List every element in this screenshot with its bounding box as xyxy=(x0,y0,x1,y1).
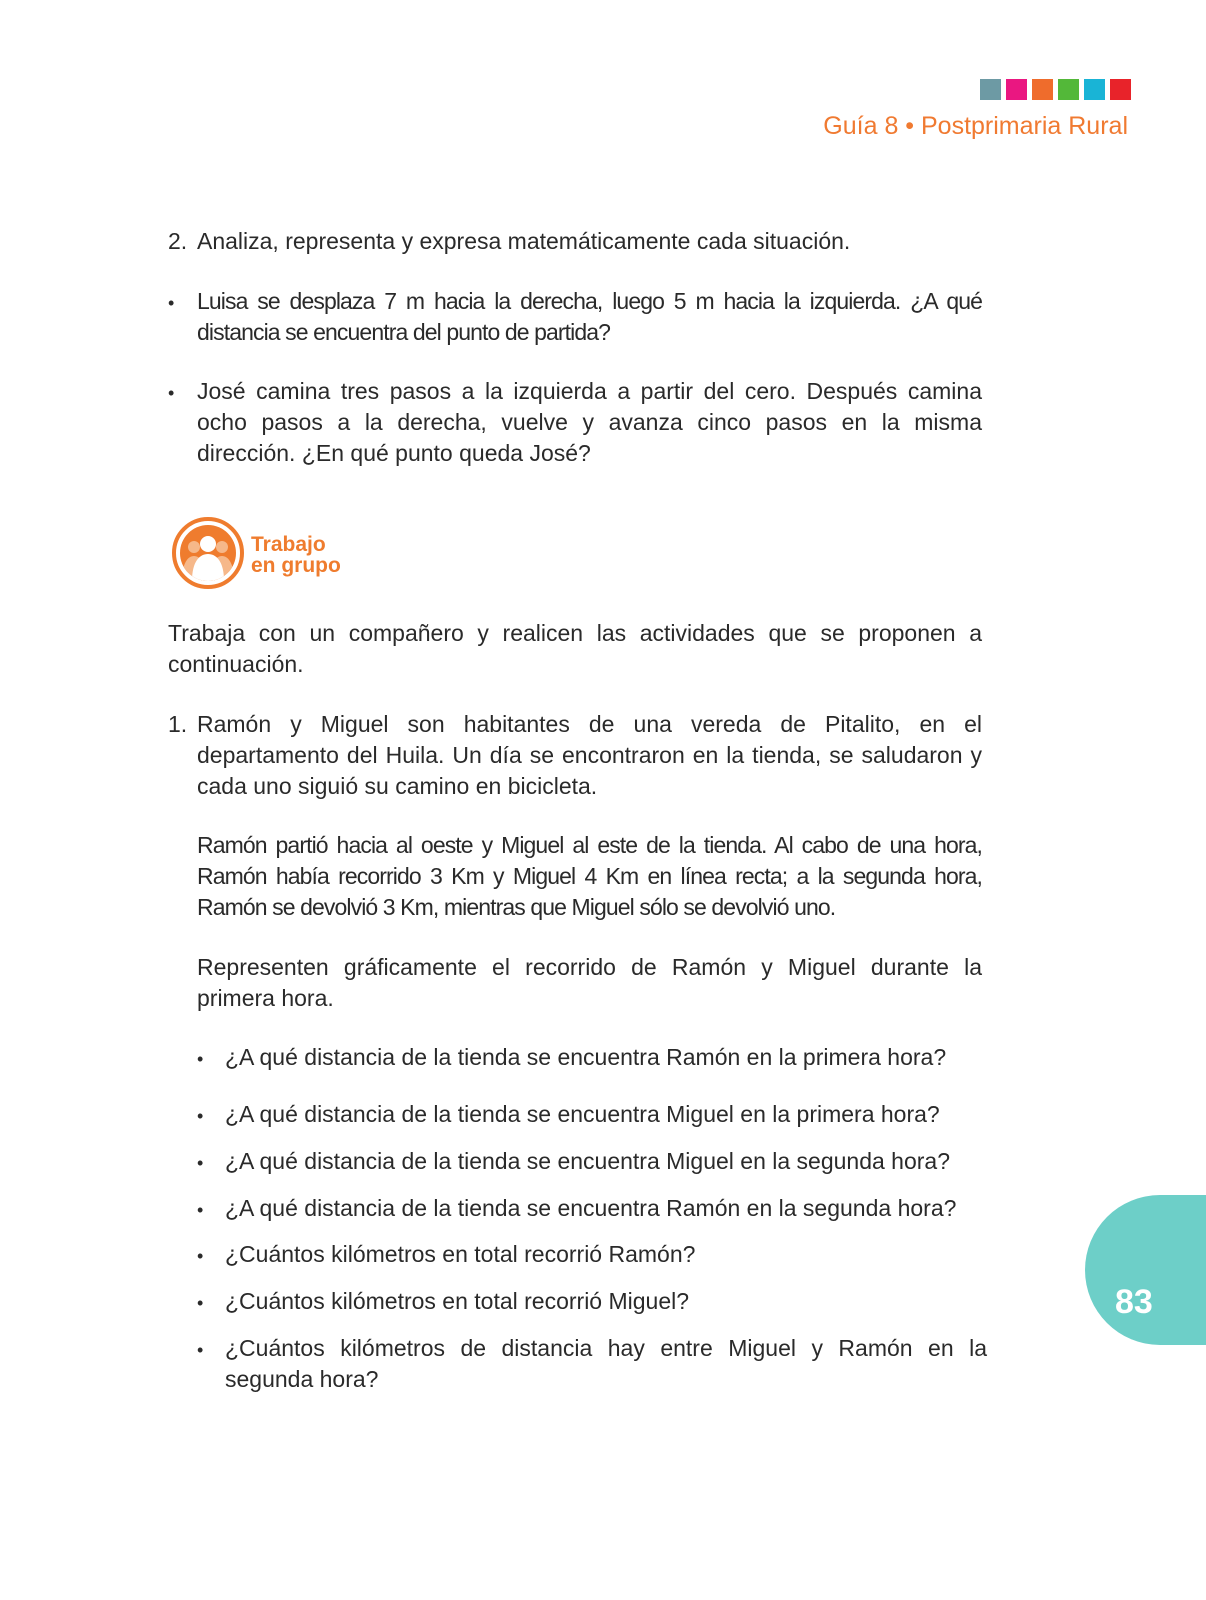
exercise-number: 1. xyxy=(168,711,188,737)
color-square xyxy=(1058,79,1079,100)
question-text: ¿Cuántos kilómetros en total recorrió Miguel? xyxy=(225,1288,690,1314)
page-number-tab xyxy=(1085,1195,1206,1345)
bullet: • xyxy=(197,1293,204,1313)
group-work-label-line-1: Trabajo xyxy=(251,533,326,556)
question-text: ¿A qué distancia de la tienda se encuentra Ramón en la primera hora? xyxy=(225,1044,947,1070)
bullet: • xyxy=(197,1049,204,1069)
bullet: • xyxy=(197,1106,204,1126)
exercise-1-paragraph-3 xyxy=(168,952,982,1014)
question-text: ¿A qué distancia de la tienda se encuentra Miguel en la segunda hora? xyxy=(225,1148,951,1174)
question-item xyxy=(197,1146,987,1177)
question-item xyxy=(197,1286,987,1317)
group-people-icon-svg xyxy=(180,525,236,581)
question-text: ¿Cuántos kilómetros de distancia hay entre Miguel y Ramón en la segunda hora? xyxy=(225,1335,987,1392)
question-text: ¿A qué distancia de la tienda se encuentra Miguel en la primera hora? xyxy=(225,1101,940,1127)
question-item xyxy=(197,1042,987,1073)
color-square xyxy=(980,79,1001,100)
color-square xyxy=(1084,79,1105,100)
bullet: • xyxy=(197,1340,204,1360)
exercise-1-paragraph-1 xyxy=(168,709,982,802)
exercise-1-p2-text: Ramón partió hacia al oeste y Miguel al este de la tienda. Al cabo de una hora, Ramón había recorrido 3 Km y Miguel 4 Km en línea recta; a la segunda hora, Ramón se devolvió 3 Km, mientras que Miguel sólo se devolvió uno. xyxy=(197,832,982,920)
question-item xyxy=(197,1099,987,1130)
exercise-2-intro-text: Analiza, representa y expresa matemáticamente cada situación. xyxy=(197,228,851,254)
exercise-2-intro xyxy=(168,226,982,257)
question-item xyxy=(197,1239,987,1270)
exercise-2-item-1 xyxy=(168,286,982,348)
bullet: • xyxy=(197,1200,204,1220)
color-squares xyxy=(980,79,1131,100)
group-work-label-line-2: en grupo xyxy=(251,554,341,577)
group-intro: Trabaja con un compañero y realicen las actividades que se proponen a continuación. xyxy=(168,620,982,677)
list-item-text: José camina tres pasos a la izquierda a partir del cero. Después camina ocho pasos a la derecha, vuelve y avanza cinco pasos en la misma dirección. ¿En qué punto queda José? xyxy=(197,378,982,466)
bullet: • xyxy=(168,383,175,403)
list-item-text: Luisa se desplaza 7 m hacia la derecha, luego 5 m hacia la izquierda. ¿A qué distancia se encuentra del punto de partida? xyxy=(197,288,982,345)
bullet: • xyxy=(197,1246,204,1266)
exercise-2-item-2 xyxy=(168,376,982,469)
page-number: 83 xyxy=(1115,1283,1153,1321)
color-square xyxy=(1006,79,1027,100)
bullet: • xyxy=(168,293,174,313)
question-text: ¿Cuántos kilómetros en total recorrió Ramón? xyxy=(225,1241,696,1267)
question-item xyxy=(197,1333,987,1395)
exercise-1-paragraph-2 xyxy=(168,830,982,923)
header-title: Guía 8 • Postprimaria Rural xyxy=(823,112,1128,140)
exercise-number: 2. xyxy=(168,228,188,254)
color-square xyxy=(1032,79,1053,100)
exercise-1-p1-text: Ramón y Miguel son habitantes de una vereda de Pitalito, en el departamento del Huila. Un día se encontraron en la tienda, se saludaron y cada uno siguió su camino en bicicleta. xyxy=(197,711,982,799)
group-work-label xyxy=(251,534,341,576)
group-people-icon xyxy=(172,517,244,589)
exercise-1-p3-text: Representen gráficamente el recorrido de Ramón y Miguel durante la primera hora. xyxy=(197,954,982,1011)
question-item xyxy=(197,1193,987,1224)
bullet: • xyxy=(197,1153,204,1173)
color-square xyxy=(1110,79,1131,100)
question-text: ¿A qué distancia de la tienda se encuentra Ramón en la segunda hora? xyxy=(225,1195,957,1221)
